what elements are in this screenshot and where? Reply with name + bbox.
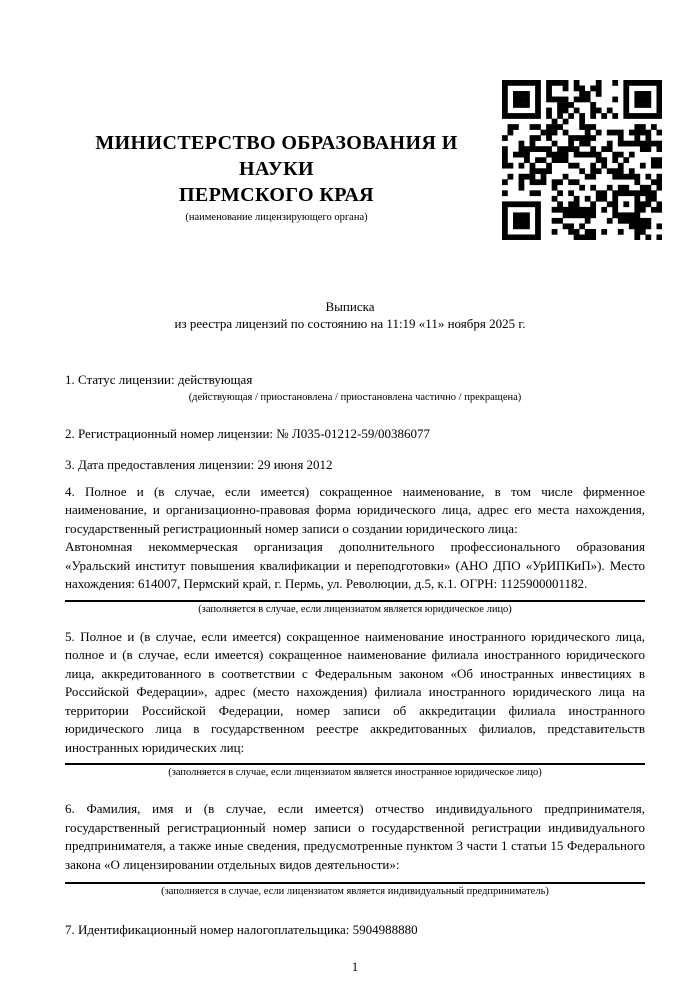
individual-entrepreneur-caption: (заполняется в случае, если лицензиатом является индивидуальный предприниматель) — [161, 886, 549, 897]
license-status-caption: (действующая / приостановлена / приостановлена частично / прекращена) — [188, 391, 522, 403]
taxpayer-number-text: 7. Идентификационный номер налогоплательщика: 5904988880 — [65, 922, 418, 937]
registration-number-text: 2. Регистрационный номер лицензии: № Л035-01212-59/00386077 — [65, 425, 431, 441]
document-title — [0, 298, 700, 332]
license-grant-date-text: 3. Дата предоставления лицензии: 29 июня 2012 — [65, 457, 333, 472]
page-number: 1 — [351, 959, 359, 974]
license-status-text: 1. Статус лицензии: действующая — [65, 372, 253, 387]
ministry-name-line2: ПЕРМСКОГО КРАЯ — [178, 184, 375, 206]
item-individual-entrepreneur-info — [65, 800, 645, 899]
licensing-authority-block — [65, 80, 502, 223]
legal-entity-label: 4. Полное и (в случае, если имеется) сокращенное наименование, в том числе фирменное наименование, и организационно-правовая форма юридического лица, адрес его места нахождения, государственный регистрационный номер записи о создании юридического лица: — [65, 483, 645, 536]
individual-entrepreneur-label: 6. Фамилия, имя и (в случае, если имеется) отчество индивидуального предпринимателя, государственный регистрационный номер записи о государственной регистрации индивидуального предпринимателя, а также иные сведения, предусмотренные пунктом 3 части 1 статьи 15 Федерального закона «О лицензировании отдельных видов деятельности»: — [65, 801, 645, 872]
legal-entity-caption: (заполняется в случае, если лицензиатом является юридическое лицо) — [198, 603, 512, 615]
legal-entity-value: Автономная некоммерческая организация дополнительного профессионального образования «Уральский институт повышения квалификации и переподготовки» (АНО ДПО «УрИПКиП»). Место нахождения: 614007, Пермский край, г. Пермь, ул. Революции, д.5, к.1. ОГРН: 1125900001182. — [65, 539, 645, 591]
document-title-line1: Выписка — [325, 299, 375, 314]
qr-code-icon — [502, 80, 662, 240]
document-body — [65, 371, 645, 976]
ministry-name-line1: МИНИСТЕРСТВО ОБРАЗОВАНИЯ И НАУКИ — [95, 132, 458, 180]
item-license-status — [65, 371, 645, 405]
document-title-line2: из реестра лицензий по состоянию на 11:19 «11» ноября 2025 г. — [174, 316, 526, 331]
foreign-entity-caption: (заполняется в случае, если лицензиатом является иностранное юридическое лицо) — [168, 767, 542, 778]
ministry-caption: (наименование лицензирующего органа) — [185, 212, 368, 223]
item-taxpayer-number — [65, 921, 645, 940]
document-header — [0, 0, 700, 240]
item-foreign-entity-info — [65, 628, 645, 781]
item-registration-number — [65, 425, 645, 444]
item-license-grant-date — [65, 456, 645, 475]
foreign-entity-label: 5. Полное и (в случае, если имеется) сокращенное наименование иностранного юридического лица, полное и (в случае, если имеется) сокращенное наименование филиала иностранного юридического лица, аккредитованного в соответствии с Федеральным законом «Об иностранных инвестициях в Российской Федерации», адрес (место нахождения) филиала иностранного юридического лица на территории Российской Федерации, номер записи об аккредитации филиала иностранного юридического лица в государственном реестре аккредитованных филиалов, представительств иностранных юридических лиц: — [65, 628, 645, 755]
item-legal-entity-info — [65, 483, 645, 617]
